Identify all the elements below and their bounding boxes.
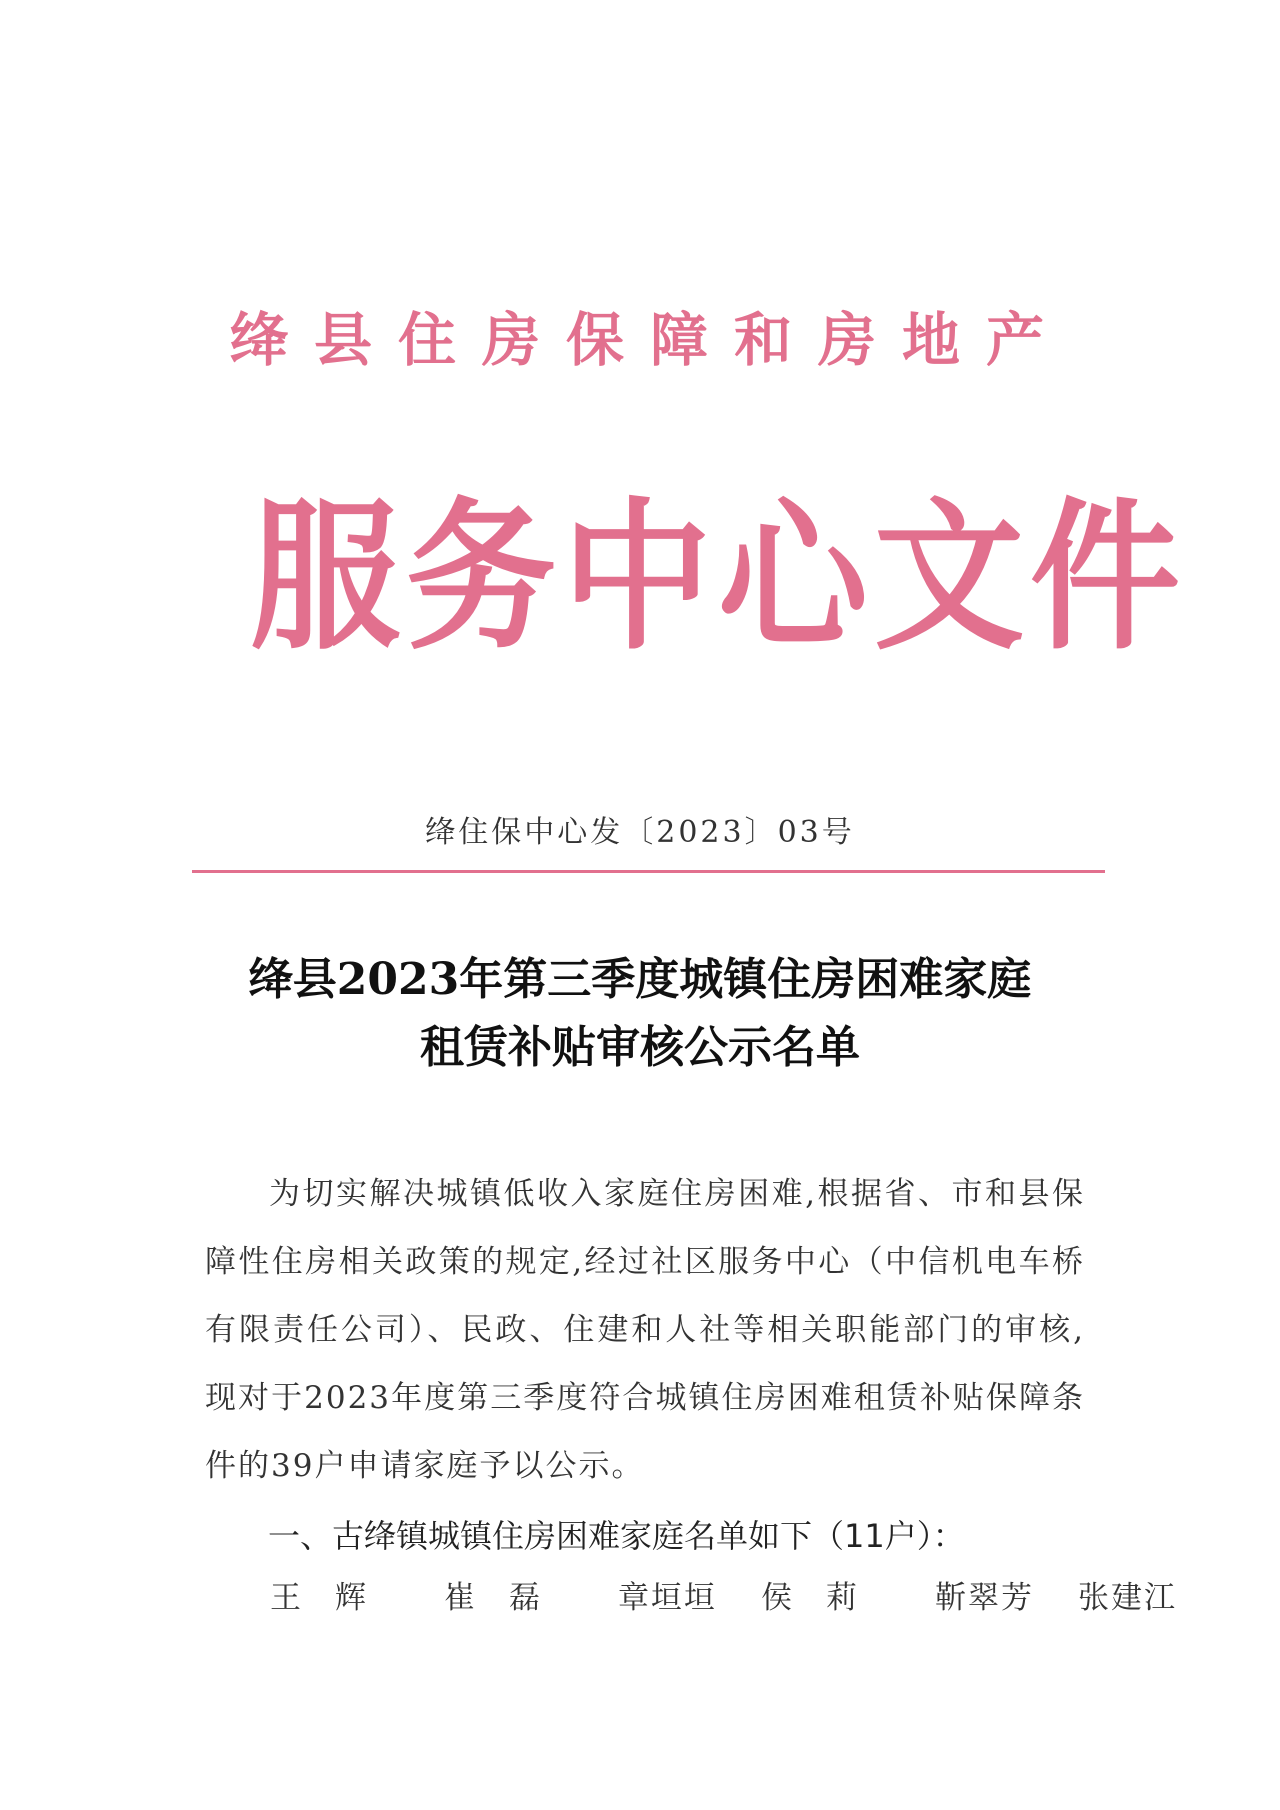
list-item: 靳翠芳 xyxy=(935,1580,1034,1616)
document-type-heading: 服务中心文件 xyxy=(250,482,1187,673)
document-title-line-2: 租赁补贴审核公示名单 xyxy=(420,1022,860,1073)
document-number: 绛住保中心发〔2023〕03号 xyxy=(425,815,855,850)
list-item: 王辉 xyxy=(270,1580,400,1616)
list-item: 崔磊 xyxy=(444,1580,574,1616)
header-divider xyxy=(192,870,1105,873)
list-item: 张建江 xyxy=(1078,1580,1177,1616)
name-list xyxy=(270,1570,1177,1626)
section-heading: 一、古绛镇城镇住房困难家庭名单如下（11户）： xyxy=(268,1517,965,1555)
issuer-name-line: 绛县住房保障和房地产 xyxy=(230,306,1071,374)
body-paragraph: 为切实解决城镇低收入家庭住房困难,根据省、市和县保障性住房相关政策的规定,经过社区服务中心（中信机电车桥有限责任公司）、民政、住建和人社等相关职能部门的审核,现对于2023年度第三季度符合城镇住房困难租赁补贴保障条件的39户申请家庭予以公示。 xyxy=(205,1176,1085,1484)
list-item: 章垣垣 xyxy=(618,1580,717,1616)
document-title-line-1: 绛县2023年第三季度城镇住房困难家庭 xyxy=(248,954,1032,1005)
list-item: 侯莉 xyxy=(761,1580,891,1616)
